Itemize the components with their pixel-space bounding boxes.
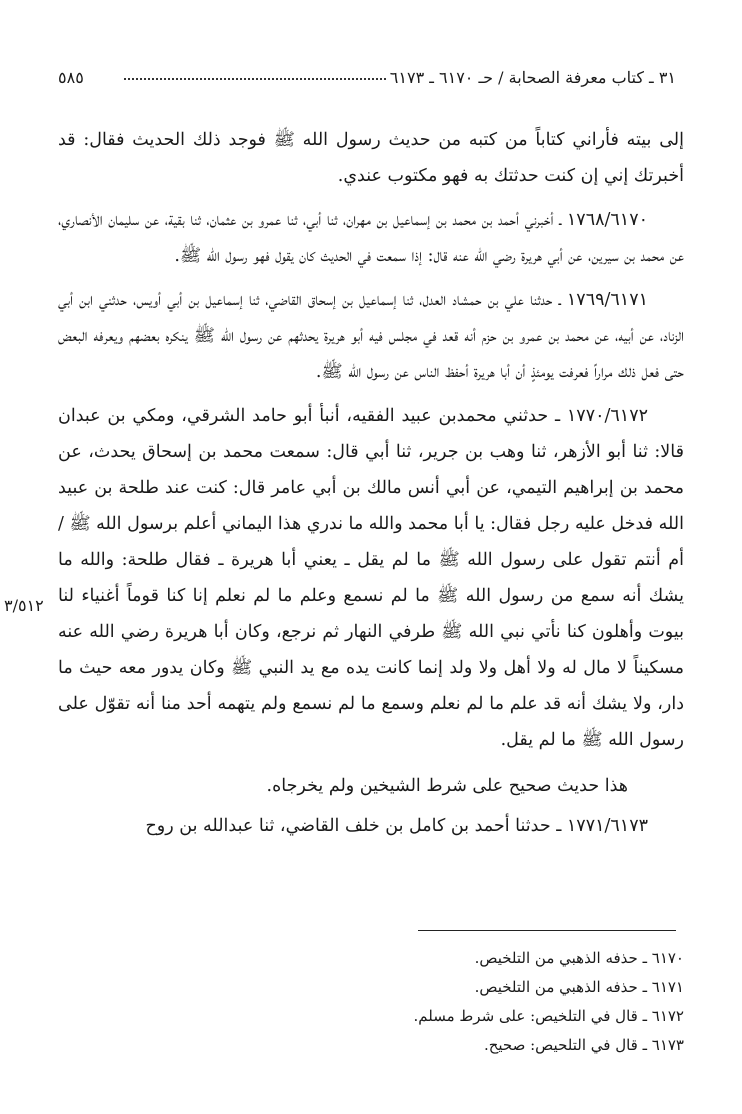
header-dotted-leader <box>124 78 386 80</box>
authentication-statement: هذا حديث صحيح على شرط الشيخين ولم يخرجاه. <box>266 776 628 796</box>
paragraph-continuation: إلى بيته فأراني كتاباً من كتبه من حديث رسول الله ﷺ فوجد ذلك الحديث فقال: قد أخبرتك إني إن كنت حدثتك به فهو مكتوب عندي. <box>58 130 684 186</box>
margin-volume-reference: ٣/٥١٢ <box>4 596 44 615</box>
hadith-6170: ١٧٦٨/٦١٧٠ ـ أخبرني أحمد بن محمد بن إسماعيل بن مهران، ثنا أبي، ثنا عمرو بن عثمان، ثنا بقية، عن سليمان الأنصاري، عن محمد بن سيرين، عن أبي هريرة رضي الله عنه قال: إذا سمعت في الحديث كان يقول فهو رسول الله ﷺ. <box>58 210 684 266</box>
footnote-6172: ٦١٧٢ ـ قال في التلخيص: على شرط مسلم. <box>413 1007 684 1025</box>
running-title: ٣١ ـ كتاب معرفة الصحابة / حـ ٦١٧٠ ـ ٦١٧٣ <box>389 68 676 87</box>
footnote-6170: ٦١٧٠ ـ حذفه الذهبي من التلخيص. <box>474 949 684 967</box>
hadith-6172: ١٧٧٠/٦١٧٢ ـ حدثني محمدبن عبيد الفقيه، أنبأ أبو حامد الشرقي، ومكي بن عبدان قالا: ثنا أبو الأزهر، ثنا وهب بن جرير، ثنا أبي قال: سمعت محمد بن إسحاق يحدث، عن محمد بن إبراهيم التيمي، عن أبي أنس مالك بن أبي عامر قال: كنت عند طلحة بن عبيد الله فدخل عليه رجل فقال: يا أبا محمد والله ما ندري هذا اليماني أعلم برسول الله ﷺ / أم أنتم تقول على رسول الله ﷺ ما لم يقل ـ يعني أبا هريرة ـ فقال طلحة: والله ما يشك أنه سمع من رسول الله ﷺ ما لم نسمع وعلم ما لم نعلم إنا كنا قوماً أغنياء لنا بيوت وأهلون كنا نأتي نبي الله ﷺ طرفي النهار ثم نرجع، وكان أبا هريرة رضي الله عنه مسكيناً لا مال له ولا أهل ولا ولد إنما كانت يده مع يد النبي ﷺ وكان يدور معه حيث ما دار، ولا يشك أنه قد علم ما لم نعلم وسمع ما لم نسمع ولم يتهمه أحد منا أنه تقوّل على رسول الله ﷺ ما لم يقل. <box>58 406 684 750</box>
footnote-6173: ٦١٧٣ ـ قال في التلحيص: صحيح. <box>483 1036 684 1054</box>
footnotes <box>284 944 684 1060</box>
page-header <box>58 64 676 94</box>
footnote-divider <box>418 930 676 931</box>
page-number: ٥٨٥ <box>58 68 84 87</box>
hadith-6171: ١٧٦٩/٦١٧١ ـ حدثنا علي بن حمشاد العدل، ثنا إسماعيل بن إسحاق القاضي، ثنا إسماعيل بن أبي أويس، حدثني ابن أبي الزناد، عن أبيه، عن محمد بن عمرو بن حزم أنه قعد في مجلس فيه أبو هريرة يحدثهم عن رسول الله ﷺ ينكره بعضهم ويعرفه البعض حتى فعل ذلك مراراً فعرفت يومئذٍ أن أبا هريرة أحفظ الناس عن رسول الله ﷺ. <box>58 290 684 382</box>
footnote-6171: ٦١٧١ ـ حذفه الذهبي من التلخيص. <box>474 978 684 996</box>
main-text <box>58 122 684 852</box>
hadith-6173: ١٧٧١/٦١٧٣ ـ حدثنا أحمد بن كامل بن خلف القاضي، ثنا عبدالله بن روح <box>145 816 648 836</box>
